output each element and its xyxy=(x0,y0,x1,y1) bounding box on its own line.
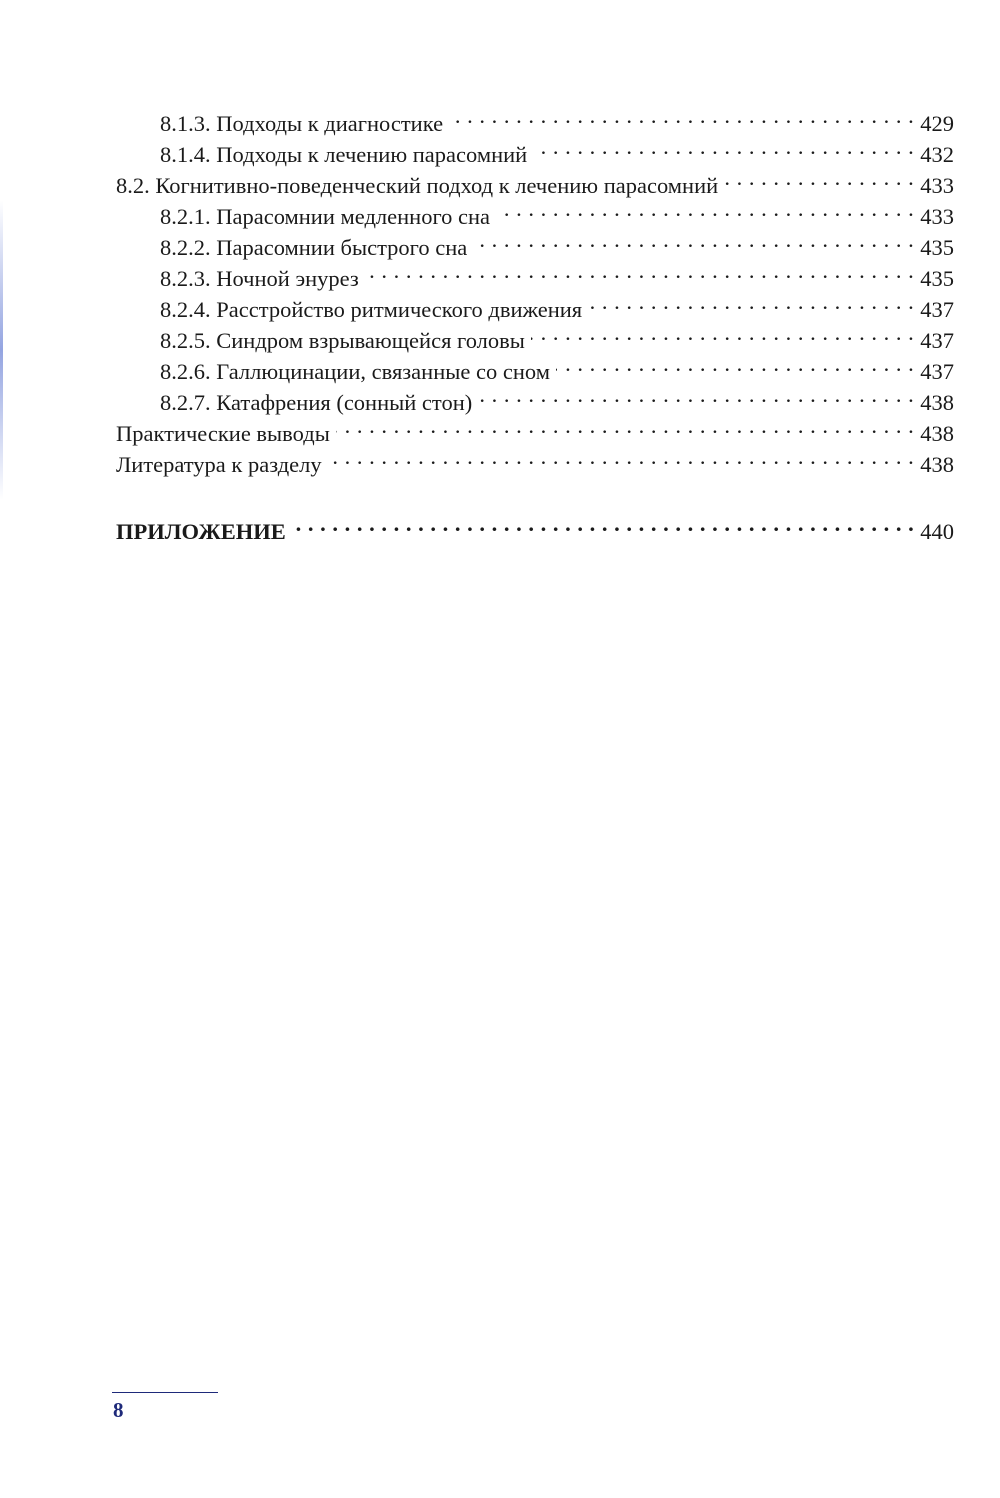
toc-entry-title: 8.2.5. Синдром взрывающейся головы xyxy=(160,328,525,353)
toc-entry-title: 8.2.7. Катафрения (сонный стон) xyxy=(160,390,473,415)
toc-entry-page: 433 xyxy=(920,173,954,198)
toc-leader-dots xyxy=(336,410,914,441)
toc-entry-title: 8.2.2. Парасомнии быстрого сна xyxy=(160,235,468,260)
toc-entry-title: ПРИЛОЖЕНИЕ xyxy=(116,519,286,544)
toc-leader-dots xyxy=(449,100,914,131)
toc-entry-title: Практические выводы xyxy=(116,421,330,446)
toc-leader-dots xyxy=(292,508,915,539)
toc-leader-dots xyxy=(365,255,914,286)
toc-entry-title: 8.2.6. Галлюцинации, связанные со сном xyxy=(160,359,550,384)
table-of-contents xyxy=(116,100,954,544)
toc-entry-page: 432 xyxy=(920,142,954,167)
toc-entry-page: 433 xyxy=(920,204,954,229)
toc-leader-dots xyxy=(328,441,915,472)
toc-entry-title: 8.2.1. Парасомнии медленного сна xyxy=(160,204,490,229)
toc-entry-title: 8.2. Когнитивно-поведенческий подход к лечению парасомний xyxy=(116,173,719,198)
toc-entry-page: 435 xyxy=(920,266,954,291)
toc-leader-dots xyxy=(496,193,914,224)
toc-entry-page: 438 xyxy=(920,421,954,446)
toc-leader-dots xyxy=(473,224,914,255)
scan-edge-shadow xyxy=(0,200,3,500)
toc-leader-dots xyxy=(724,162,914,193)
toc-entry-page: 438 xyxy=(920,452,954,477)
toc-entry-page: 437 xyxy=(920,328,954,353)
toc-leader-dots xyxy=(588,286,914,317)
toc-entry-title: 8.2.3. Ночной энурез xyxy=(160,266,359,291)
toc-entry-page: 438 xyxy=(920,390,954,415)
toc-entry-page: 435 xyxy=(920,235,954,260)
toc-entry-8-1-3[interactable] xyxy=(116,100,954,136)
toc-leader-dots xyxy=(556,348,914,379)
toc-entry-page: 429 xyxy=(920,111,954,136)
toc-entry-title: 8.1.3. Подходы к диагностике xyxy=(160,111,444,136)
toc-entry-title: 8.1.4. Подходы к лечению парасомний xyxy=(160,142,528,167)
footer-rule xyxy=(112,1392,218,1393)
toc-leader-dots xyxy=(533,131,914,162)
toc-entry-title: Литература к разделу xyxy=(116,452,322,477)
toc-entry-appendix[interactable] xyxy=(116,508,954,544)
toc-entry-title: 8.2.4. Расстройство ритмического движения xyxy=(160,297,583,322)
toc-leader-dots xyxy=(478,379,914,410)
toc-entry-page: 440 xyxy=(920,519,954,544)
toc-entry-page: 437 xyxy=(920,297,954,322)
toc-entry-page: 437 xyxy=(920,359,954,384)
page-number: 8 xyxy=(113,1398,124,1422)
toc-leader-dots xyxy=(531,317,914,348)
